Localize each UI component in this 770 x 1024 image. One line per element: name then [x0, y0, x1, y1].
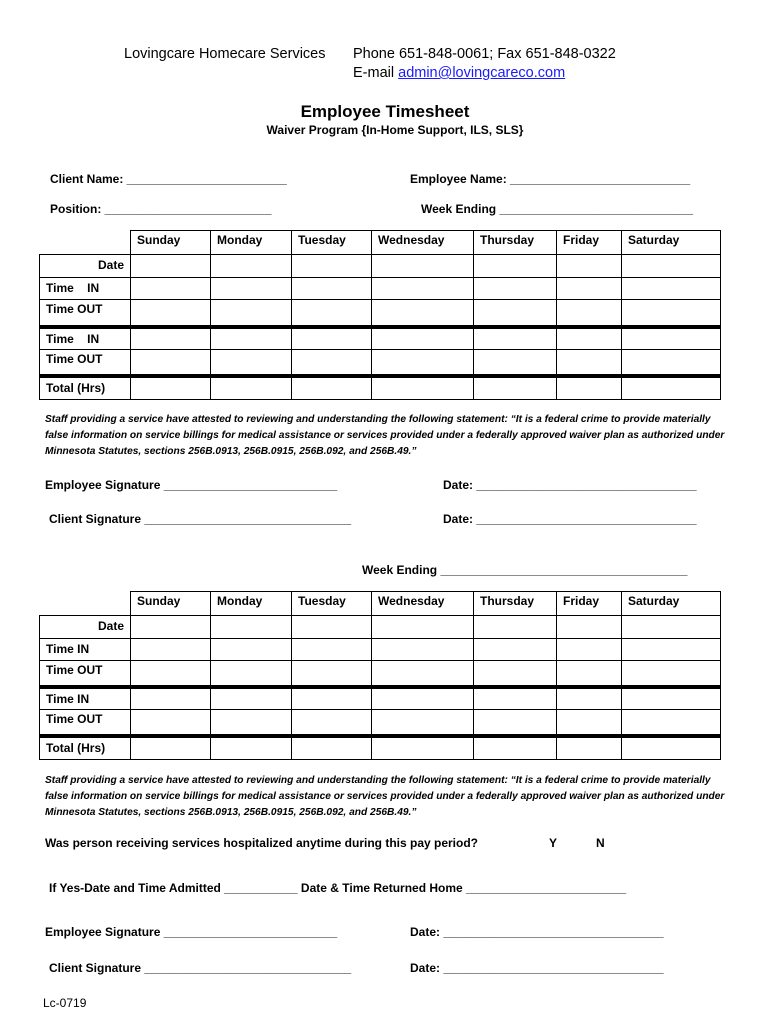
entry-cell[interactable]: [622, 278, 721, 300]
row-label: Time IN: [40, 687, 131, 710]
row-label: Time IN: [40, 639, 131, 661]
entry-cell[interactable]: [131, 350, 211, 376]
employee-name-field[interactable]: Employee Name: ___________________________: [410, 172, 691, 186]
entry-cell[interactable]: [211, 616, 292, 639]
day-header: Wednesday: [372, 592, 474, 616]
entry-cell[interactable]: [557, 661, 622, 687]
entry-cell[interactable]: [372, 687, 474, 710]
entry-cell[interactable]: [131, 616, 211, 639]
employee-signature-field-1[interactable]: Employee Signature __________________________: [45, 478, 338, 492]
entry-cell[interactable]: [211, 661, 292, 687]
table-row: [40, 350, 721, 376]
day-header: Monday: [211, 592, 292, 616]
day-header: Friday: [557, 231, 622, 255]
entry-cell[interactable]: [292, 687, 372, 710]
day-header: Wednesday: [372, 231, 474, 255]
entry-cell[interactable]: [622, 639, 721, 661]
entry-cell[interactable]: [474, 278, 557, 300]
row-label: Time IN: [40, 278, 131, 300]
entry-cell[interactable]: [292, 616, 372, 639]
table-row: [40, 639, 721, 661]
entry-cell[interactable]: [131, 376, 211, 400]
week-ending-field-2[interactable]: Week Ending _____________________________________: [362, 563, 688, 577]
day-header-row: [40, 231, 721, 255]
row-label: Time OUT: [40, 300, 131, 327]
day-header: Sunday: [131, 231, 211, 255]
employee-date-field-1[interactable]: Date: _________________________________: [443, 478, 697, 492]
entry-cell[interactable]: [474, 350, 557, 376]
entry-cell[interactable]: [474, 661, 557, 687]
phone-fax: Phone 651-848-0061; Fax 651-848-0322: [353, 46, 616, 62]
entry-cell[interactable]: [557, 376, 622, 400]
day-header: Tuesday: [292, 231, 372, 255]
entry-cell[interactable]: [131, 736, 211, 760]
entry-cell[interactable]: [211, 327, 292, 350]
table-row: [40, 736, 721, 760]
table-row: [40, 376, 721, 400]
entry-cell[interactable]: [557, 639, 622, 661]
entry-cell[interactable]: [211, 736, 292, 760]
day-header: Saturday: [622, 231, 721, 255]
entry-cell[interactable]: [292, 350, 372, 376]
entry-cell[interactable]: [557, 687, 622, 710]
entry-cell[interactable]: [557, 255, 622, 278]
entry-cell[interactable]: [372, 300, 474, 327]
employee-date-field-2[interactable]: Date: _________________________________: [410, 925, 664, 939]
email-link[interactable]: admin@lovingcareco.com: [398, 65, 566, 81]
email-line: [353, 65, 565, 81]
entry-cell[interactable]: [211, 687, 292, 710]
entry-cell[interactable]: [292, 736, 372, 760]
hospitalized-question: Was person receiving services hospitalized anytime during this pay period?: [45, 836, 479, 850]
entry-cell[interactable]: [557, 327, 622, 350]
entry-cell[interactable]: [211, 710, 292, 736]
row-label: Total (Hrs): [40, 376, 131, 400]
entry-cell[interactable]: [211, 255, 292, 278]
entry-cell[interactable]: [557, 300, 622, 327]
entry-cell[interactable]: [474, 639, 557, 661]
week-ending-field-1[interactable]: Week Ending _____________________________: [421, 202, 693, 216]
page-title: Employee Timesheet: [300, 102, 470, 121]
day-header: Sunday: [131, 592, 211, 616]
entry-cell[interactable]: [211, 278, 292, 300]
timesheet-table-2: [39, 591, 721, 760]
entry-cell[interactable]: [292, 710, 372, 736]
client-date-field-2[interactable]: Date: _________________________________: [410, 961, 664, 975]
client-signature-field-2[interactable]: Client Signature _______________________________: [49, 961, 352, 975]
entry-cell[interactable]: [622, 710, 721, 736]
day-header: Monday: [211, 231, 292, 255]
entry-cell[interactable]: [622, 327, 721, 350]
entry-cell[interactable]: [372, 350, 474, 376]
entry-cell[interactable]: [372, 616, 474, 639]
day-header: Tuesday: [292, 592, 372, 616]
entry-cell[interactable]: [292, 639, 372, 661]
row-label: Time OUT: [40, 710, 131, 736]
row-label: Date: [40, 255, 131, 278]
entry-cell[interactable]: [131, 327, 211, 350]
employee-signature-field-2[interactable]: Employee Signature __________________________: [45, 925, 338, 939]
entry-cell[interactable]: [474, 616, 557, 639]
entry-cell[interactable]: [211, 350, 292, 376]
company-name: Lovingcare Homecare Services: [124, 46, 326, 62]
entry-cell[interactable]: [292, 278, 372, 300]
entry-cell[interactable]: [474, 736, 557, 760]
entry-cell[interactable]: [474, 255, 557, 278]
entry-cell[interactable]: [372, 639, 474, 661]
entry-cell[interactable]: [622, 661, 721, 687]
page-subtitle: Waiver Program {In-Home Support, ILS, SLS}: [266, 123, 524, 137]
entry-cell[interactable]: [622, 300, 721, 327]
email-prefix: E-mail: [353, 65, 399, 81]
entry-cell[interactable]: [131, 300, 211, 327]
entry-cell[interactable]: [372, 710, 474, 736]
entry-cell[interactable]: [622, 616, 721, 639]
entry-cell[interactable]: [622, 255, 721, 278]
row-label: Date: [40, 616, 131, 639]
entry-cell[interactable]: [372, 736, 474, 760]
entry-cell[interactable]: [557, 616, 622, 639]
entry-cell[interactable]: [372, 255, 474, 278]
entry-cell[interactable]: [292, 661, 372, 687]
table-row: [40, 327, 721, 350]
entry-cell[interactable]: [372, 376, 474, 400]
position-field[interactable]: Position: _________________________: [50, 202, 272, 216]
entry-cell[interactable]: [557, 350, 622, 376]
table-row: [40, 616, 721, 639]
attestation-statement-2: Staff providing a service have attested to reviewing and understanding the following statement: “It is a federal crime to provide materially false information on service billings for medical assistance or services provided under a federally approved waiver plan as authorized under Minnesota Statutes, sections 256B.0913, 256B.0915, 256B.092, and 256B.49.”: [45, 775, 725, 818]
corner-cell: [40, 231, 131, 255]
table-row: [40, 687, 721, 710]
entry-cell[interactable]: [131, 661, 211, 687]
table-row: [40, 300, 721, 327]
entry-cell[interactable]: [292, 255, 372, 278]
row-label: Total (Hrs): [40, 736, 131, 760]
form-code: Lc-0719: [43, 996, 87, 1010]
day-header: Thursday: [474, 592, 557, 616]
entry-cell[interactable]: [131, 687, 211, 710]
client-date-field-1[interactable]: Date: _________________________________: [443, 512, 697, 526]
client-name-field[interactable]: Client Name: ________________________: [50, 172, 287, 186]
entry-cell[interactable]: [211, 300, 292, 327]
entry-cell[interactable]: [131, 710, 211, 736]
client-signature-field-1[interactable]: Client Signature _______________________________: [49, 512, 352, 526]
entry-cell[interactable]: [622, 350, 721, 376]
entry-cell[interactable]: [211, 376, 292, 400]
day-header-row: [40, 592, 721, 616]
corner-cell: [40, 592, 131, 616]
entry-cell[interactable]: [292, 327, 372, 350]
attestation-statement-1: Staff providing a service have attested to reviewing and understanding the following statement: “It is a federal crime to provide materially false information on service billings for medical assistance or services provided under a federally approved waiver plan as authorized under Minnesota Statutes, sections 256B.0913, 256B.0915, 256B.092, and 256B.49.”: [45, 414, 725, 457]
entry-cell[interactable]: [292, 376, 372, 400]
table-row: [40, 661, 721, 687]
day-header: Thursday: [474, 231, 557, 255]
day-header: Friday: [557, 592, 622, 616]
entry-cell[interactable]: [372, 278, 474, 300]
hospitalized-yes-option[interactable]: Y: [549, 836, 558, 850]
entry-cell[interactable]: [211, 639, 292, 661]
admitted-returned-field[interactable]: If Yes-Date and Time Admitted ___________ Date & Time Returned Home ________________________: [49, 881, 627, 895]
entry-cell[interactable]: [474, 376, 557, 400]
timesheet-table-1: [39, 230, 721, 400]
row-label: Time OUT: [40, 350, 131, 376]
entry-cell[interactable]: [474, 710, 557, 736]
entry-cell[interactable]: [557, 278, 622, 300]
row-label: Time OUT: [40, 661, 131, 687]
entry-cell[interactable]: [292, 300, 372, 327]
entry-cell[interactable]: [131, 255, 211, 278]
entry-cell[interactable]: [131, 278, 211, 300]
entry-cell[interactable]: [372, 661, 474, 687]
entry-cell[interactable]: [622, 687, 721, 710]
entry-cell[interactable]: [474, 687, 557, 710]
table-row: [40, 710, 721, 736]
table-row: [40, 278, 721, 300]
day-header: Saturday: [622, 592, 721, 616]
entry-cell[interactable]: [557, 736, 622, 760]
entry-cell[interactable]: [622, 736, 721, 760]
entry-cell[interactable]: [131, 639, 211, 661]
entry-cell[interactable]: [557, 710, 622, 736]
entry-cell[interactable]: [622, 376, 721, 400]
entry-cell[interactable]: [474, 327, 557, 350]
entry-cell[interactable]: [474, 300, 557, 327]
entry-cell[interactable]: [372, 327, 474, 350]
hospitalized-no-option[interactable]: N: [596, 836, 605, 850]
table-row: [40, 255, 721, 278]
row-label: Time IN: [40, 327, 131, 350]
